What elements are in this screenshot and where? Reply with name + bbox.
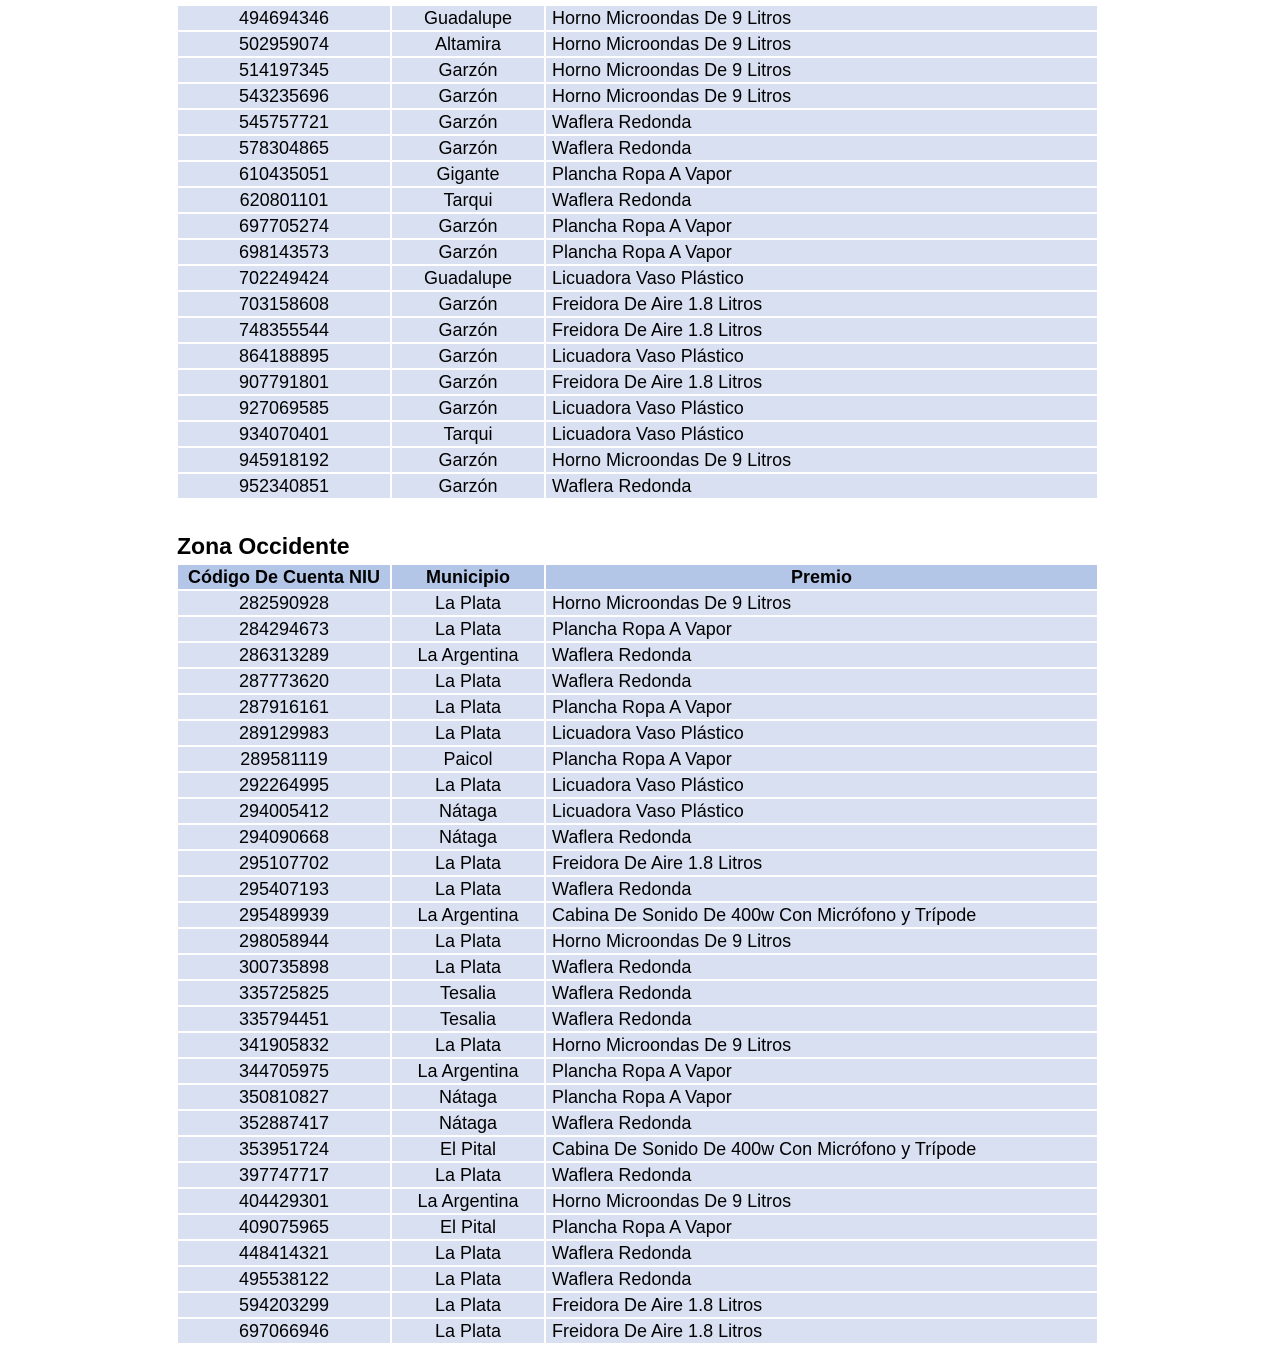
municipio-cell: La Plata [392,851,544,875]
table-row [178,747,1097,771]
municipio-cell: Garzón [392,370,544,394]
premio-cell: Horno Microondas De 9 Litros [546,1189,1097,1213]
account-code-cell: 287916161 [178,695,390,719]
account-code-cell: 341905832 [178,1033,390,1057]
table-row [178,929,1097,953]
table-row [178,474,1097,498]
table-row [178,1085,1097,1109]
section-title-zona-occidente: Zona Occidente [177,533,350,559]
premio-cell: Waflera Redonda [546,825,1097,849]
municipio-cell: Garzón [392,396,544,420]
premio-cell: Waflera Redonda [546,1267,1097,1291]
table-header [178,565,1097,589]
table-row [178,825,1097,849]
table-row [178,1319,1097,1343]
account-code-cell: 404429301 [178,1189,390,1213]
table-row [178,6,1097,30]
municipio-cell: La Plata [392,955,544,979]
premio-cell: Freidora De Aire 1.8 Litros [546,1293,1097,1317]
account-code-cell: 287773620 [178,669,390,693]
municipio-cell: La Plata [392,773,544,797]
table-body [178,591,1097,1343]
account-code-cell: 543235696 [178,84,390,108]
premio-cell: Waflera Redonda [546,188,1097,212]
account-code-cell: 289129983 [178,721,390,745]
municipio-cell: La Argentina [392,643,544,667]
account-code-cell: 697705274 [178,214,390,238]
premio-cell: Licuadora Vaso Plástico [546,266,1097,290]
premio-cell: Horno Microondas De 9 Litros [546,929,1097,953]
municipio-cell: La Argentina [392,1059,544,1083]
premio-cell: Waflera Redonda [546,669,1097,693]
municipio-cell: La Plata [392,721,544,745]
table-row [178,669,1097,693]
municipio-cell: La Plata [392,695,544,719]
municipio-cell: La Argentina [392,903,544,927]
premio-cell: Horno Microondas De 9 Litros [546,58,1097,82]
premio-cell: Plancha Ropa A Vapor [546,214,1097,238]
premio-cell: Waflera Redonda [546,877,1097,901]
table-row [178,981,1097,1005]
premio-cell: Freidora De Aire 1.8 Litros [546,318,1097,342]
municipio-cell: Nátaga [392,825,544,849]
municipio-cell: Altamira [392,32,544,56]
premio-cell: Freidora De Aire 1.8 Litros [546,851,1097,875]
premio-cell: Plancha Ropa A Vapor [546,617,1097,641]
premio-cell: Plancha Ropa A Vapor [546,747,1097,771]
account-code-cell: 702249424 [178,266,390,290]
premio-cell: Plancha Ropa A Vapor [546,695,1097,719]
account-code-cell: 578304865 [178,136,390,160]
municipio-cell: Garzón [392,240,544,264]
premio-cell: Horno Microondas De 9 Litros [546,84,1097,108]
table-row [178,396,1097,420]
account-code-cell: 545757721 [178,110,390,134]
account-code-cell: 284294673 [178,617,390,641]
table-row [178,1215,1097,1239]
table-row [178,1267,1097,1291]
table-row [178,955,1097,979]
municipio-cell: Guadalupe [392,266,544,290]
table-row [178,370,1097,394]
table-row [178,1137,1097,1161]
municipio-cell: Garzón [392,214,544,238]
municipio-cell: Nátaga [392,799,544,823]
premio-cell: Plancha Ropa A Vapor [546,240,1097,264]
premio-cell: Licuadora Vaso Plástico [546,799,1097,823]
account-code-cell: 286313289 [178,643,390,667]
table-row [178,84,1097,108]
account-code-cell: 748355544 [178,318,390,342]
municipio-cell: La Plata [392,1241,544,1265]
municipio-cell: La Plata [392,1163,544,1187]
premio-cell: Waflera Redonda [546,643,1097,667]
table-row [178,266,1097,290]
premio-cell: Plancha Ropa A Vapor [546,1215,1097,1239]
municipio-cell: Guadalupe [392,6,544,30]
municipio-cell: La Plata [392,877,544,901]
account-code-cell: 494694346 [178,6,390,30]
premio-cell: Waflera Redonda [546,136,1097,160]
table-row [178,1163,1097,1187]
account-code-cell: 294005412 [178,799,390,823]
account-code-cell: 295107702 [178,851,390,875]
premio-cell: Horno Microondas De 9 Litros [546,1033,1097,1057]
account-code-cell: 864188895 [178,344,390,368]
account-code-cell: 907791801 [178,370,390,394]
municipio-cell: Garzón [392,344,544,368]
account-code-cell: 397747717 [178,1163,390,1187]
premio-cell: Plancha Ropa A Vapor [546,1085,1097,1109]
municipio-cell: Garzón [392,448,544,472]
premio-cell: Waflera Redonda [546,110,1097,134]
table-row [178,1189,1097,1213]
table-row [178,188,1097,212]
premio-cell: Cabina De Sonido De 400w Con Micrófono y Trípode [546,1137,1097,1161]
account-code-cell: 352887417 [178,1111,390,1135]
municipio-cell: La Plata [392,617,544,641]
column-header-premio: Premio [546,565,1097,589]
account-code-cell: 300735898 [178,955,390,979]
municipio-cell: El Pital [392,1137,544,1161]
premio-cell: Waflera Redonda [546,1163,1097,1187]
municipio-cell: Paicol [392,747,544,771]
table-row [178,448,1097,472]
table-row [178,695,1097,719]
premio-cell: Freidora De Aire 1.8 Litros [546,370,1097,394]
premio-cell: Waflera Redonda [546,1241,1097,1265]
table-row [178,903,1097,927]
account-code-cell: 292264995 [178,773,390,797]
winners-table-zona-occidente [176,563,1099,1345]
table-row [178,721,1097,745]
account-code-cell: 945918192 [178,448,390,472]
table-row [178,58,1097,82]
table-row [178,799,1097,823]
account-code-cell: 295407193 [178,877,390,901]
account-code-cell: 282590928 [178,591,390,615]
table-row [178,1293,1097,1317]
municipio-cell: La Plata [392,669,544,693]
municipio-cell: La Plata [392,591,544,615]
municipio-cell: Nátaga [392,1111,544,1135]
premio-cell: Freidora De Aire 1.8 Litros [546,292,1097,316]
account-code-cell: 610435051 [178,162,390,186]
premio-cell: Licuadora Vaso Plástico [546,396,1097,420]
table-row [178,214,1097,238]
municipio-cell: Nátaga [392,1085,544,1109]
table-row [178,643,1097,667]
table-row [178,1059,1097,1083]
account-code-cell: 495538122 [178,1267,390,1291]
table-row [178,422,1097,446]
premio-cell: Freidora De Aire 1.8 Litros [546,1319,1097,1343]
account-code-cell: 350810827 [178,1085,390,1109]
table-row [178,851,1097,875]
municipio-cell: Tesalia [392,981,544,1005]
municipio-cell: Tarqui [392,188,544,212]
municipio-cell: La Plata [392,1293,544,1317]
account-code-cell: 514197345 [178,58,390,82]
municipio-cell: Garzón [392,136,544,160]
account-code-cell: 295489939 [178,903,390,927]
municipio-cell: Gigante [392,162,544,186]
premio-cell: Plancha Ropa A Vapor [546,162,1097,186]
table-row [178,1007,1097,1031]
premio-cell: Horno Microondas De 9 Litros [546,448,1097,472]
column-header-municipio: Municipio [392,565,544,589]
table-row [178,318,1097,342]
account-code-cell: 344705975 [178,1059,390,1083]
municipio-cell: El Pital [392,1215,544,1239]
municipio-cell: Garzón [392,292,544,316]
table-row [178,591,1097,615]
municipio-cell: Garzón [392,58,544,82]
premio-cell: Waflera Redonda [546,981,1097,1005]
municipio-cell: La Plata [392,1267,544,1291]
account-code-cell: 934070401 [178,422,390,446]
table-row [178,1241,1097,1265]
premio-cell: Waflera Redonda [546,1111,1097,1135]
account-code-cell: 298058944 [178,929,390,953]
account-code-cell: 353951724 [178,1137,390,1161]
municipio-cell: Garzón [392,110,544,134]
table-row [178,292,1097,316]
table-row [178,240,1097,264]
account-code-cell: 697066946 [178,1319,390,1343]
table-row [178,110,1097,134]
premio-cell: Waflera Redonda [546,1007,1097,1031]
table-row [178,877,1097,901]
premio-cell: Waflera Redonda [546,474,1097,498]
account-code-cell: 698143573 [178,240,390,264]
table-row [178,32,1097,56]
table-body [178,6,1097,498]
premio-cell: Horno Microondas De 9 Litros [546,6,1097,30]
account-code-cell: 703158608 [178,292,390,316]
municipio-cell: La Plata [392,1033,544,1057]
header-row [178,565,1097,589]
table-row [178,162,1097,186]
account-code-cell: 594203299 [178,1293,390,1317]
municipio-cell: Garzón [392,84,544,108]
table-row [178,1033,1097,1057]
table-row [178,136,1097,160]
premio-cell: Licuadora Vaso Plástico [546,422,1097,446]
account-code-cell: 927069585 [178,396,390,420]
municipio-cell: Garzón [392,474,544,498]
premio-cell: Horno Microondas De 9 Litros [546,591,1097,615]
premio-cell: Licuadora Vaso Plástico [546,721,1097,745]
municipio-cell: La Plata [392,929,544,953]
premio-cell: Licuadora Vaso Plástico [546,773,1097,797]
account-code-cell: 952340851 [178,474,390,498]
municipio-cell: La Argentina [392,1189,544,1213]
account-code-cell: 502959074 [178,32,390,56]
table-row [178,773,1097,797]
account-code-cell: 335794451 [178,1007,390,1031]
account-code-cell: 289581119 [178,747,390,771]
account-code-cell: 448414321 [178,1241,390,1265]
municipio-cell: Tesalia [392,1007,544,1031]
account-code-cell: 409075965 [178,1215,390,1239]
premio-cell: Cabina De Sonido De 400w Con Micrófono y Trípode [546,903,1097,927]
table-row [178,344,1097,368]
municipio-cell: Garzón [392,318,544,342]
account-code-cell: 335725825 [178,981,390,1005]
table-row [178,1111,1097,1135]
column-header-codigo: Código De Cuenta NIU [178,565,390,589]
account-code-cell: 620801101 [178,188,390,212]
account-code-cell: 294090668 [178,825,390,849]
winners-table-continued [176,4,1099,500]
premio-cell: Licuadora Vaso Plástico [546,344,1097,368]
municipio-cell: Tarqui [392,422,544,446]
municipio-cell: La Plata [392,1319,544,1343]
premio-cell: Horno Microondas De 9 Litros [546,32,1097,56]
premio-cell: Waflera Redonda [546,955,1097,979]
premio-cell: Plancha Ropa A Vapor [546,1059,1097,1083]
table-row [178,617,1097,641]
